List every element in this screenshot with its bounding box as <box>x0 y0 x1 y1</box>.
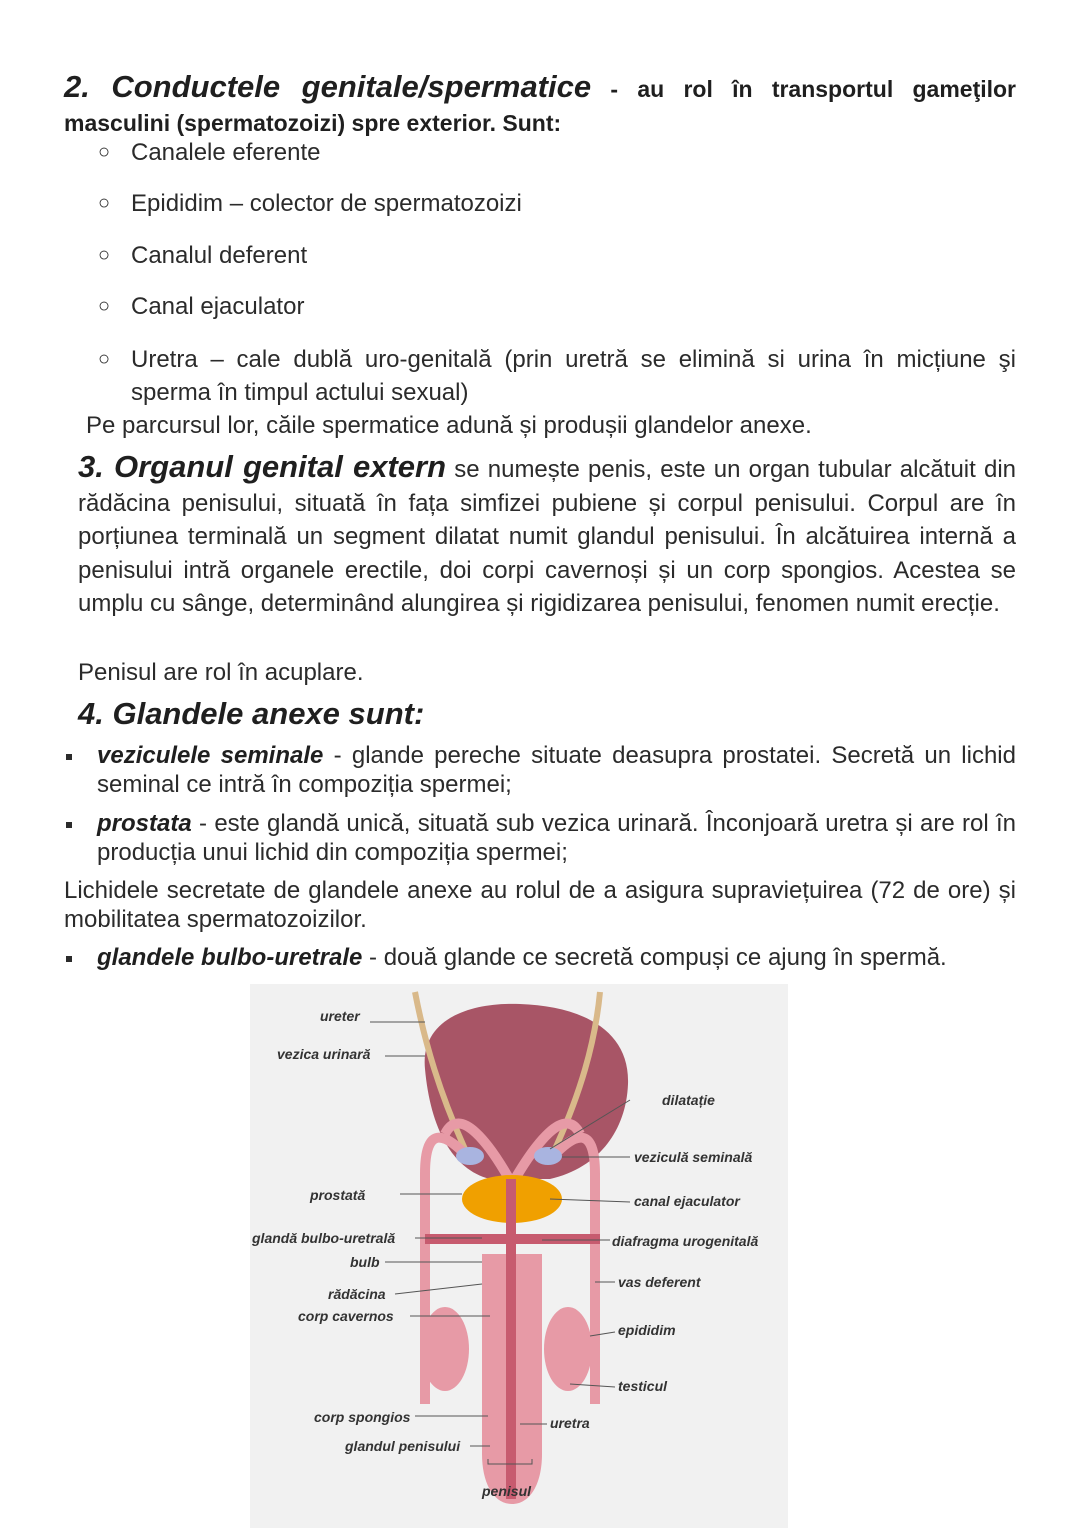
label-testicul: testicul <box>618 1378 668 1394</box>
male-reproductive-diagram <box>250 984 788 1528</box>
section3-title: 3. Organul genital extern <box>78 449 447 484</box>
circle-bullet-icon: ○ <box>98 244 111 266</box>
circle-bullet-icon: ○ <box>98 141 111 163</box>
circle-bullet-icon: ○ <box>98 295 111 317</box>
vesicle-left-shape <box>456 1147 484 1165</box>
label-prostata: prostată <box>310 1187 366 1203</box>
label-vezica: vezica urinară <box>277 1046 371 1062</box>
vesicle-right-shape <box>534 1147 562 1165</box>
label-bulb: bulb <box>350 1254 380 1270</box>
list-item: prostata - este glandă unică, situată sub vezica urinară. Înconjoară uretra și are rol în producția unui lichid din compoziția spermei; <box>66 809 1016 867</box>
circle-bullet-icon: ○ <box>98 348 111 370</box>
label-ureter: ureter <box>320 1008 360 1024</box>
testicle-right-shape <box>544 1307 592 1391</box>
lichide-paragraph: Lichidele secretate de glandele anexe au rolul de a asigura supraviețuirea (72 de ore) și mobilitatea spermatozoizilor. <box>64 877 1016 933</box>
list-item: veziculele seminale - glande pereche situate deasupra prostatei. Secretă un lichid seminal ce intră în compoziția spermei; <box>66 741 1016 799</box>
label-vas: vas deferent <box>618 1274 701 1290</box>
section3-role: Penisul are rol în acuplare. <box>78 659 364 686</box>
section3-paragraph <box>78 450 1016 621</box>
urethra-shape <box>506 1179 516 1499</box>
label-canal: canal ejaculator <box>634 1193 740 1209</box>
anatomy-figure <box>250 984 788 1528</box>
label-dilatatie: dilatație <box>662 1092 715 1108</box>
testicle-left-shape <box>421 1307 469 1391</box>
list-item: glandele bulbo-uretrale - două glande ce secretă compuși ce ajung în spermă. <box>66 943 1016 972</box>
square-bullet-icon <box>66 956 72 962</box>
label-radacina: rădăcina <box>328 1286 386 1302</box>
label-cavernos: corp cavernos <box>298 1308 394 1324</box>
label-glanda: glandă bulbo-uretrală <box>252 1230 396 1246</box>
label-glandul: glandul penisului <box>345 1438 461 1454</box>
list-item: ○ Uretra – cale dublă uro-genitală (prin uretră se elimină si urina în micțiune şi sperma în timpul actului sexual) <box>98 343 1016 409</box>
section4-title: 4. Glandele anexe sunt: <box>78 696 425 731</box>
label-diafragma: diafragma urogenitală <box>612 1233 759 1249</box>
label-epididim: epididim <box>618 1322 676 1338</box>
section2-title: 2. Conductele genitale/spermatice <box>64 69 592 104</box>
circle-bullet-icon: ○ <box>98 192 111 214</box>
square-bullet-icon <box>66 822 72 828</box>
label-vezicula: veziculă seminală <box>634 1149 753 1165</box>
section3-text: se numește penis, este un organ tubular alcătuit din rădăcina penisului, situată în fața simfizei pubiene și corpul penisului. Corpul are în porțiunea terminală un segment dilatat numit glandul penisului. În alcătuirea internă a penisului intră organele erectile, doi corpi cavernoși și un corp spongios. Acestea se umplu cu sânge, determinând alungirea și rigidizarea penisului, fenomen numit erecție. <box>78 456 1017 618</box>
label-uretra: uretra <box>550 1415 590 1431</box>
section2-heading <box>64 70 1016 140</box>
label-penisul: penisul <box>482 1483 532 1499</box>
section2-note: Pe parcursul lor, căile spermatice adună și produșii glandelor anexe. <box>86 412 812 439</box>
square-bullet-icon <box>66 754 72 760</box>
section2-intro: - au rol în transportul gameţilor masculini (spermatozoizi) spre exterior. Sunt: <box>64 76 1017 136</box>
label-spongios: corp spongios <box>314 1409 411 1425</box>
